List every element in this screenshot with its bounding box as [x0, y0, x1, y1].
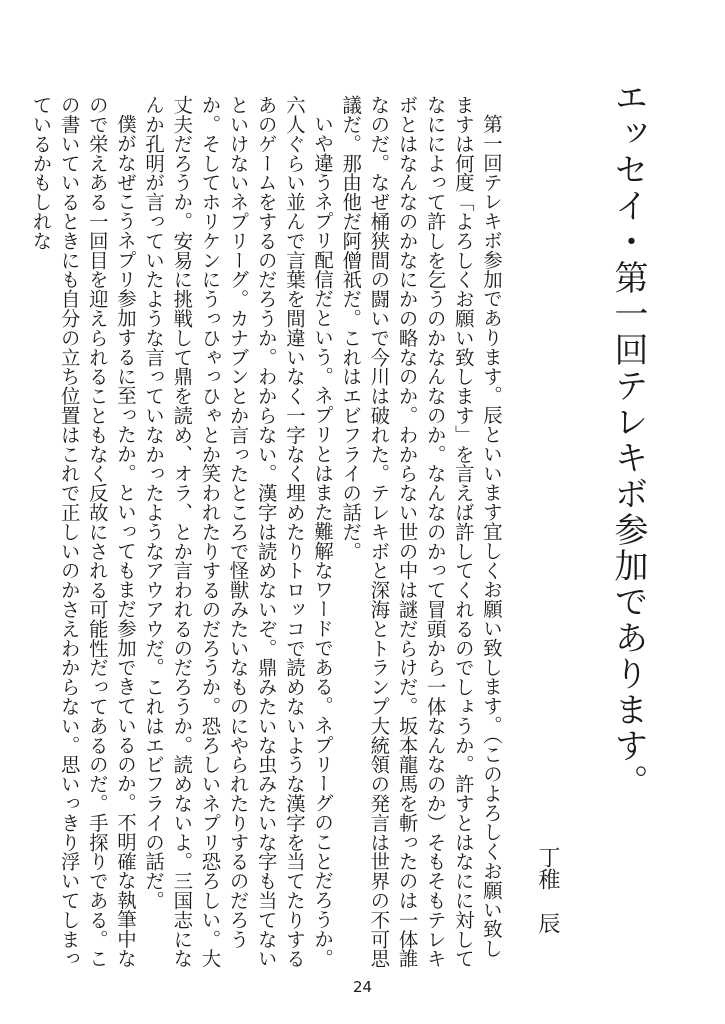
paragraph: 僕がなぜこうネプリ参加するに至ったか。といってもまだ参加できているのか。不明確な執筆中なので栄えある一回目を迎えられることもなく反故にされる可能性だってあるのだ。手探りである。この書いているときにも自分の立ち位置はこれで正しいのかさえわからない。思いっきり浮いてしまっているかもしれな: [29, 95, 137, 968]
essay-title: エッセイ・第一回テレキボ参加であります。: [608, 80, 648, 800]
author-name: 丁稚 辰: [535, 846, 560, 934]
essay-body: [29, 95, 505, 975]
paragraph: いや違うネプリ配信だという。ネプリとはまた難解なワードである。ネプリーグのことだろうか。六人ぐらい並んで言葉を間違いなく一字なく埋めたりトロッコで読めないような漢字を当てたりするあのゲームをするのだろうか。わからない。漢字は読めないぞ。鼎みたいな虫みたいな字も当てないといけないネプリーグ。カナブンとか言ったところで怪獣みたいなものにやられたりするのだろうか。そしてホリケンにうっひゃっひゃとか笑われたりするのだろうか。恐ろしいネプリ恐ろしい。大丈夫だろうか。安易に挑戦して鼎を読め、オラ、とか言われるのだろうか。読めないよ。三国志になんか孔明が言っていたような言っていなかったようなアウアウだ。これはエビフライの話だ。: [142, 95, 335, 968]
paragraph: 第一回テレキボ参加であります。辰といいます宜しくお願い致します。（このよろしくお願い致しますは何度「よろしくお願い致します」を言えば許してくれるのでしょうか。許すとはなにに対してなにによって許しを乞うのかなんなのか。なんなのかって冒頭から一体なんなのか）そもそもテレキボとはなんなのかなにかの略なのか。わからない世の中は謎だらけだ。坂本龍馬を斬ったのは一体誰なのだ。なぜ桶狭間の闘いで今川は破れた。テレキボと深海とトランプ大統領の発言は世界の不可思議だ。那由他だ阿僧祇だ。これはエビフライの話だ。: [339, 95, 503, 968]
page-number: 24: [352, 978, 373, 996]
